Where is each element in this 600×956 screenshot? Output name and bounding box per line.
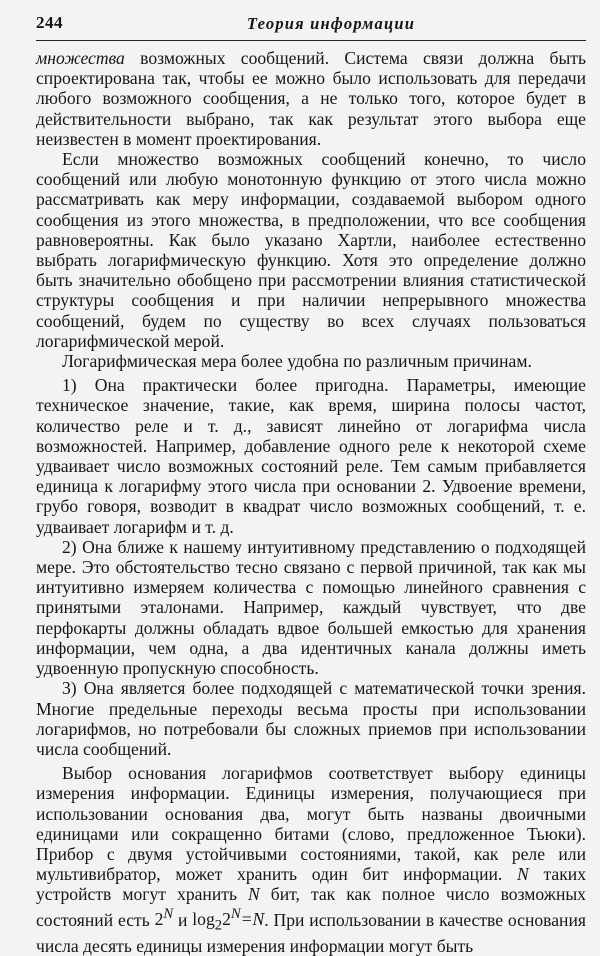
running-title: Теория информации (246, 14, 416, 33)
page-number: 244 (36, 13, 63, 32)
body-text (36, 48, 586, 956)
units-text-4: и (173, 909, 193, 930)
paragraph-reason-1: 1) Она практически более пригодна. Параметры, имеющие техническое значение, такие, как время, ширина полосы частот, количество реле и т. д., зависят линейно от логарифма числа возможностей. Например, добавление одного реле к некоторой схеме удваивает число возможных состояний реле. Тем самым прибавляется единица к логарифму этого числа при основании 2. Удвоение времени, грубо говоря, возводит в квадрат число возможных сообщений, т. е. удваивает логарифм и т. д. (36, 375, 586, 537)
paragraph-units (36, 763, 586, 956)
units-text-5: . При использовании в качестве основания числа десять единицы измерения информации могут быть (36, 909, 586, 956)
running-header (36, 10, 586, 41)
units-text-3: бит, так как полное число возможных состояний есть (36, 884, 586, 930)
units-text-1: Выбор основания логарифмов соответствует выбору единицы измерения информации. Единицы измерения, получающиеся при использовании основания два, могут быть названы двоичными единицами или сокращенно битами (слово, предложенное Тьюки). Прибор с двумя устойчивыми состояниями, такой, как реле или мультивибратор, может хранить один бит информации. (36, 763, 586, 885)
units-text-2: таких устройств могут хранить (36, 864, 586, 905)
math-exponent: N (163, 906, 174, 923)
paragraph-reason-2: 2) Она ближе к нашему интуитивному представлению о подходящей мере. Это обстоятельство тесно связано с первой причиной, так как мы интуитивно измеряем количества с помощью линейного сравнения с принятыми эталонами. Например, каждый чувствует, что две перфокарты должны обладать вдвое большей емкостью для хранения информации, чем одна, а два идентичных канала должны иметь удвоенную пропускную способность. (36, 536, 586, 679)
math-log-base: 2 (214, 917, 223, 934)
math-power-expression (154, 906, 174, 930)
paragraph-2: Если множество возможных сообщений конечно, то число сообщений или любую монотонную функцию от этого числа можно рассматривать как меру информации, создаваемой выбором одного сообщения из этого множества, в предположении, что все сообщения равновероятны. Как было указано Хартли, наиболее естественно выбрать логарифмическую функцию. Хотя это определение должно быть значительно обобщено при рассмотрении влияния статистической структуры сообщения и при наличии непрерывного множества сообщений, будем по существу во всех случаях пользоваться логарифмической мерой. (36, 149, 586, 351)
math-exponent: N (230, 906, 241, 923)
paragraph-1 (36, 48, 586, 149)
math-log-expression (192, 906, 265, 934)
math-equals-n: =N (240, 909, 265, 930)
paragraph-3: Логарифмическая мера более удобна по различным причинам. (62, 351, 532, 372)
math-log: log (192, 909, 215, 930)
math-variable-n: N (517, 864, 529, 885)
math-base: 2 (222, 909, 231, 930)
paragraph-text: возможных сообщений. Система связи должна быть спроектирована так, чтобы ее можно было использовать для передачи любого возможного сообщения, а не только того, которое будет в действительности выбрано, так как результат этого выбора еще неизвестен в момент проектирования. (36, 48, 586, 149)
italic-term: множества (36, 48, 125, 68)
paragraph-reason-3: 3) Она является более подходящей с математической точки зрения. Многие предельные переходы весьма просты при использовании логарифмов, но потребовали бы сложных приемов при использовании числа сообщений. (36, 678, 586, 759)
math-base: 2 (154, 909, 164, 930)
math-variable-n: N (248, 884, 260, 905)
